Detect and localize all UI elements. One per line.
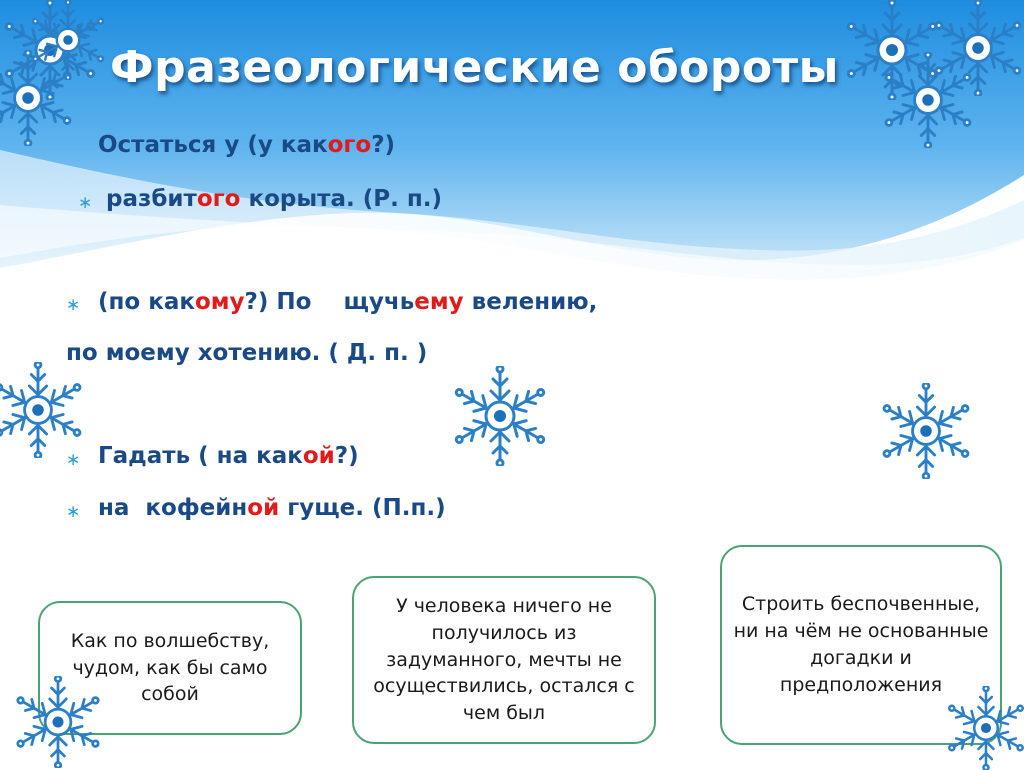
phrase-line-1 — [98, 132, 395, 158]
snowflake-icon — [28, 0, 108, 80]
meaning-box-1: Как по волшебству, чудом, как бы само собой — [38, 601, 302, 735]
phrase-line-6 — [98, 495, 446, 521]
case-ending: ого — [196, 186, 241, 212]
phrase-text: Остаться у (у как — [98, 132, 328, 158]
snowflake-icon — [12, 676, 104, 768]
phrase-line-4: по моему хотению. ( Д. п. ) — [66, 340, 428, 366]
slide-title: Фразеологические обороты — [110, 42, 839, 93]
case-ending: ему — [414, 289, 464, 315]
meaning-box-2: У человека ничего не получилось из задуманного, мечты не осуществились, остался с чем был — [352, 576, 656, 744]
phrase-text: гуще. (П.п.) — [279, 495, 446, 521]
bullet-star-icon: ∗ — [66, 295, 81, 315]
phrase-line-2 — [106, 186, 442, 212]
phrase-text: (по как — [98, 289, 195, 315]
phrase-text: ?) — [334, 443, 359, 469]
phrase-text: разбит — [106, 186, 197, 212]
phrase-text: ?) По щучь — [244, 289, 415, 315]
snowflake-icon — [450, 366, 550, 466]
phrase-line-5 — [98, 443, 359, 469]
case-ending: ого — [327, 132, 372, 158]
case-ending: ому — [194, 289, 245, 315]
bullet-star-icon: ∗ — [78, 193, 93, 213]
bullet-star-icon: ∗ — [66, 450, 81, 470]
snowflake-icon — [878, 383, 974, 479]
case-ending: ой — [302, 443, 335, 469]
phrase-text: на кофейн — [98, 495, 248, 521]
phrase-text: корыта. (Р. п.) — [240, 186, 443, 212]
case-ending: ой — [247, 495, 280, 521]
bullet-star-icon: ∗ — [66, 502, 81, 522]
phrase-text: ?) — [371, 132, 396, 158]
snowflake-icon — [944, 686, 1024, 770]
snowflake-icon — [0, 362, 86, 458]
phrase-line-3 — [98, 289, 597, 315]
phrase-text: Гадать ( на как — [98, 443, 303, 469]
phrase-text: велению, — [463, 289, 598, 315]
snowflake-icon — [880, 52, 976, 148]
meaning-box-3: Строить беспочвенные, ни на чём не основанные догадки и предположения — [720, 545, 1002, 745]
